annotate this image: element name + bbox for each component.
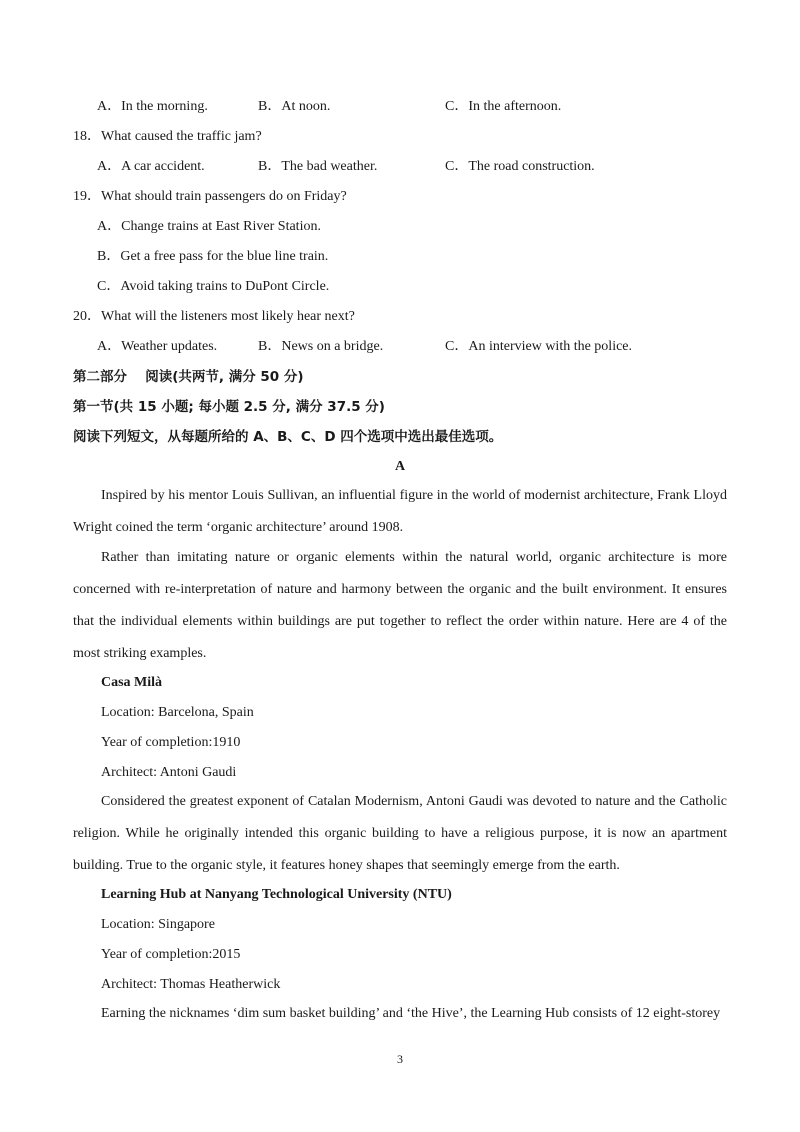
casa-mila-architect: Architect: Antoni Gaudi [101, 765, 237, 780]
passage-paragraph-1: Inspired by his mentor Louis Sullivan, an influential figure in the world of modernist architecture, Frank Lloyd Wright coined the term ‘organic architecture’ around 1908. [73, 488, 727, 535]
q17-option-b: B．At noon. [258, 99, 331, 114]
q19-option-c: C．Avoid taking trains to DuPont Circle. [97, 279, 330, 294]
q20-option-c: C．An interview with the police. [445, 339, 633, 354]
learning-hub-title: Learning Hub at Nanyang Technological University (NTU) [101, 887, 452, 902]
q20-option-a: A．Weather updates. [97, 339, 218, 354]
learning-hub-description: Earning the nicknames ‘dim sum basket building’ and ‘the Hive’, the Learning Hub consists of 12 eight-storey [101, 1006, 721, 1021]
q17-option-a: A．In the morning. [97, 99, 208, 114]
learning-hub-year: Year of completion:2015 [101, 947, 241, 962]
learning-hub-location: Location: Singapore [101, 917, 215, 932]
learning-hub-architect: Architect: Thomas Heatherwick [101, 977, 281, 992]
q18-option-b: B．The bad weather. [258, 159, 378, 174]
section-instruction: 阅读下列短文，从每题所给的 A、B、C、D 四个选项中选出最佳选项。 [73, 429, 503, 445]
casa-mila-year: Year of completion:1910 [101, 735, 241, 750]
q19-option-b: B．Get a free pass for the blue line train. [97, 249, 329, 264]
passage-paragraph-2: Rather than imitating nature or organic elements within the natural world, organic architecture is more concerned with re-interpretation of nature and harmony between the organic and the built environment. It ensures that the individual elements within buildings are put together to reflect the order within nature. Here are 4 of the most striking examples. [73, 550, 727, 661]
passage-label: A [394, 459, 406, 474]
q20-stem: 20．What will the listeners most likely hear next? [73, 309, 355, 324]
q19-stem: 19．What should train passengers do on Friday? [73, 189, 347, 204]
part-title: 第二部分 阅读(共两节, 满分 50 分) [73, 369, 304, 385]
casa-mila-description: Considered the greatest exponent of Catalan Modernism, Antoni Gaudi was devoted to nature and the Catholic religion. While he originally intended this organic building to have a religious purpose, it is now an apartment building. True to the organic style, it features honey shapes that seemingly emerge from the earth. [73, 794, 727, 873]
q18-option-c: C．The road construction. [445, 159, 595, 174]
casa-mila-title: Casa Milà [101, 675, 163, 690]
section-subtitle: 第一节(共 15 小题; 每小题 2.5 分, 满分 37.5 分) [73, 399, 385, 415]
q17-option-c: C．In the afternoon. [445, 99, 562, 114]
page-number: 3 [397, 1052, 403, 1066]
q18-stem: 18．What caused the traffic jam? [73, 129, 262, 144]
q20-option-b: B．News on a bridge. [258, 339, 384, 354]
q19-option-a: A．Change trains at East River Station. [97, 219, 321, 234]
casa-mila-location: Location: Barcelona, Spain [101, 705, 254, 720]
q18-option-a: A．A car accident. [97, 159, 205, 174]
